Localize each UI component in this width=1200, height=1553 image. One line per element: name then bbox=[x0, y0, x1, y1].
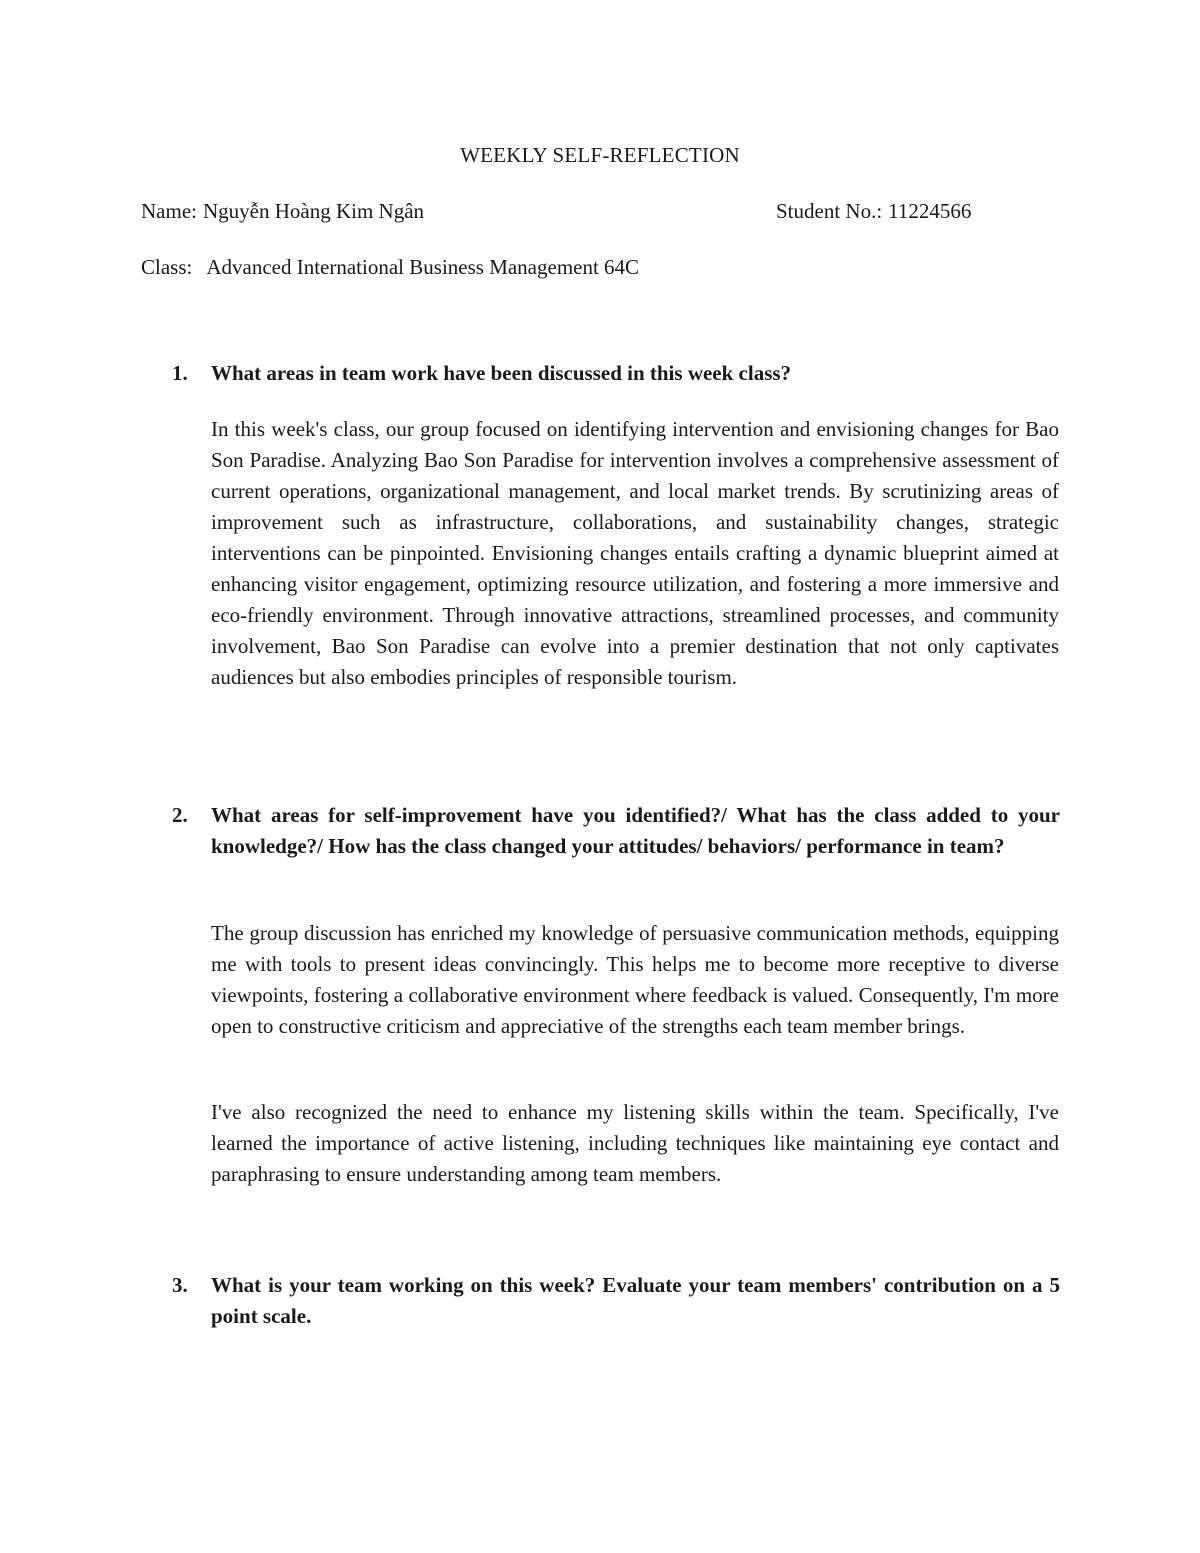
question-3 bbox=[172, 1270, 1060, 1332]
question-text: What areas for self-improvement have you identified?/ What has the class added to your knowledge?/ How has the class changed your attitudes/ behaviors/ performance in team? bbox=[211, 803, 1060, 858]
document-title: WEEKLY SELF-REFLECTION bbox=[460, 143, 740, 167]
class-label: Class: bbox=[141, 255, 193, 279]
question-number: 2. bbox=[172, 803, 188, 827]
class-value: Advanced International Business Management 64C bbox=[206, 255, 640, 279]
question-number: 3. bbox=[172, 1273, 188, 1297]
class-line bbox=[141, 255, 639, 280]
question-text: What areas in team work have been discussed in this week class? bbox=[211, 361, 792, 385]
name-value: Nguyễn Hoàng Kim Ngân bbox=[202, 199, 425, 223]
question-2 bbox=[172, 800, 1060, 862]
answer-2-paragraph-2: I've also recognized the need to enhance my listening skills within the team. Specifically, I've learned the importance of active listening, including techniques like maintaining eye contact and paraphrasing to ensure understanding among team members. bbox=[211, 1100, 1059, 1186]
question-1 bbox=[172, 358, 1060, 389]
student-number-line bbox=[776, 199, 971, 224]
student-number-value: 11224566 bbox=[888, 199, 972, 223]
name-label: Name: bbox=[141, 199, 197, 223]
name-line bbox=[141, 199, 424, 224]
answer-2-paragraph-1: The group discussion has enriched my knowledge of persuasive communication methods, equipping me with tools to present ideas convincingly. This helps me to become more receptive to diverse viewpoints, fostering a collaborative environment where feedback is valued. Consequently, I'm more open to constructive criticism and appreciative of the strengths each team member brings. bbox=[211, 921, 1059, 1038]
question-text: What is your team working on this week? Evaluate your team members' contribution on a 5 point scale. bbox=[211, 1273, 1060, 1328]
question-number: 1. bbox=[172, 361, 188, 385]
student-number-label: Student No.: bbox=[776, 199, 883, 223]
answer-1-paragraph: In this week's class, our group focused on identifying intervention and envisioning changes for Bao Son Paradise. Analyzing Bao Son Paradise for intervention involves a comprehensive assessment of current operations, organizational management, and local market trends. By scrutinizing areas of improvement such as infrastructure, collaborations, and sustainability changes, strategic interventions can be pinpointed. Envisioning changes entails crafting a dynamic blueprint aimed at enhancing visitor engagement, optimizing resource utilization, and fostering a more immersive and eco-friendly environment. Through innovative attractions, streamlined processes, and community involvement, Bao Son Paradise can evolve into a premier destination that not only captivates audiences but also embodies principles of responsible tourism. bbox=[211, 417, 1059, 689]
